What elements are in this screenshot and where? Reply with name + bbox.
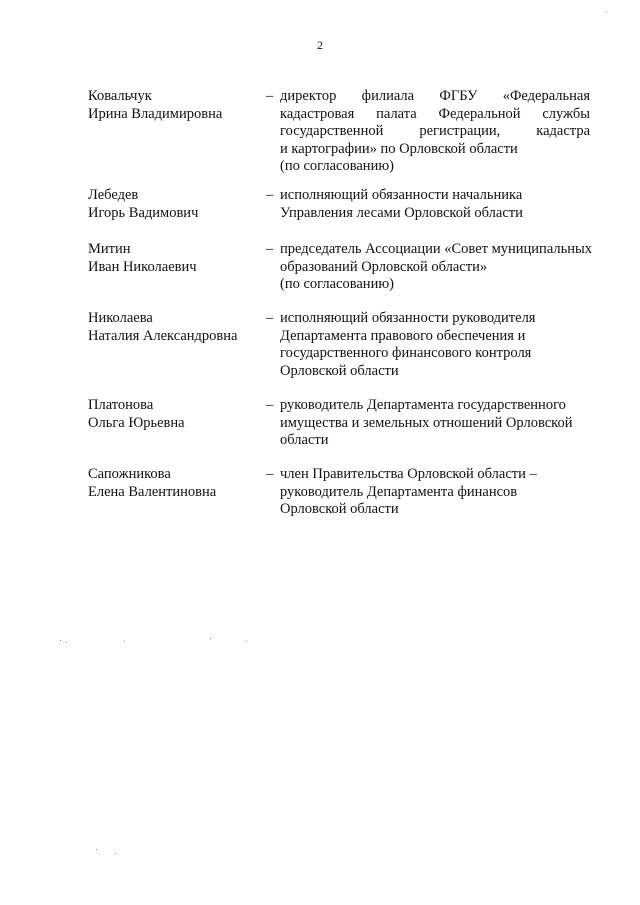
position-line: имущества и земельных отношений Орловской xyxy=(280,414,573,431)
member-surname: Платонова xyxy=(88,397,154,413)
position-line: директор филиала ФГБУ «Федеральная xyxy=(280,88,590,104)
scan-speck xyxy=(246,641,247,642)
position-line: Департамента правового обеспечения и xyxy=(280,327,526,344)
member-given-name: Ольга Юрьевна xyxy=(88,414,185,431)
position-line: и картографии» по Орловской области xyxy=(280,140,518,157)
dash-separator: – xyxy=(266,310,274,326)
position-line: руководитель Департамента финансов xyxy=(280,483,518,500)
member-given-name: Иван Николаевич xyxy=(88,258,197,275)
page-number: 2 xyxy=(317,38,323,52)
member-surname: Митин xyxy=(88,241,131,257)
position-line: Орловской области xyxy=(280,362,399,379)
member-surname: Сапожникова xyxy=(88,466,171,482)
position-line: исполняющий обязанности начальника xyxy=(280,187,523,203)
position-line: государственного финансового контроля xyxy=(280,345,532,361)
member-position xyxy=(280,88,590,176)
scan-speck xyxy=(210,638,211,639)
member-name xyxy=(88,466,263,501)
member-surname: Николаева xyxy=(88,310,153,326)
member-given-name: Елена Валентиновна xyxy=(88,483,217,500)
member-name xyxy=(88,310,263,345)
dash-separator: – xyxy=(266,88,274,104)
position-line: (по согласованию) xyxy=(280,158,394,174)
member-position xyxy=(280,187,590,222)
member-given-name: Наталия Александровна xyxy=(88,327,238,344)
member-position xyxy=(280,241,590,294)
member-surname: Ковальчук xyxy=(88,88,152,104)
member-name xyxy=(88,187,263,222)
scan-speck xyxy=(115,853,116,854)
member-given-name: Ирина Владимировна xyxy=(88,105,223,122)
dash-separator: – xyxy=(266,397,274,413)
member-given-name: Игорь Вадимович xyxy=(88,204,199,221)
scan-speck xyxy=(60,640,61,641)
position-line: области xyxy=(280,432,329,448)
position-line: член Правительства Орловской области – xyxy=(280,466,537,482)
member-name xyxy=(88,88,263,123)
position-line: Управления лесами Орловской области xyxy=(280,204,523,221)
scan-speck xyxy=(66,642,67,643)
position-line: (по согласованию) xyxy=(280,276,394,292)
position-line: исполняющий обязанности руководителя xyxy=(280,310,536,326)
member-name xyxy=(88,397,263,432)
position-line: Орловской области xyxy=(280,501,399,517)
position-line: руководитель Департамента государственного xyxy=(280,397,566,413)
scan-speck xyxy=(606,12,607,13)
dash-separator: – xyxy=(266,241,274,257)
member-position xyxy=(280,397,590,450)
member-name xyxy=(88,241,263,276)
member-position xyxy=(280,466,590,519)
scan-speck xyxy=(96,849,97,850)
position-line: председатель Ассоциации «Совет муниципальных xyxy=(280,241,592,257)
scan-speck xyxy=(124,641,125,642)
position-line: государственной регистрации, кадастра xyxy=(280,123,590,139)
dash-separator: – xyxy=(266,187,274,203)
member-position xyxy=(280,310,590,380)
member-surname: Лебедев xyxy=(88,187,139,203)
dash-separator: – xyxy=(266,466,274,482)
position-line: кадастровая палата Федеральной службы xyxy=(280,105,590,122)
position-line: образований Орловской области» xyxy=(280,258,488,275)
